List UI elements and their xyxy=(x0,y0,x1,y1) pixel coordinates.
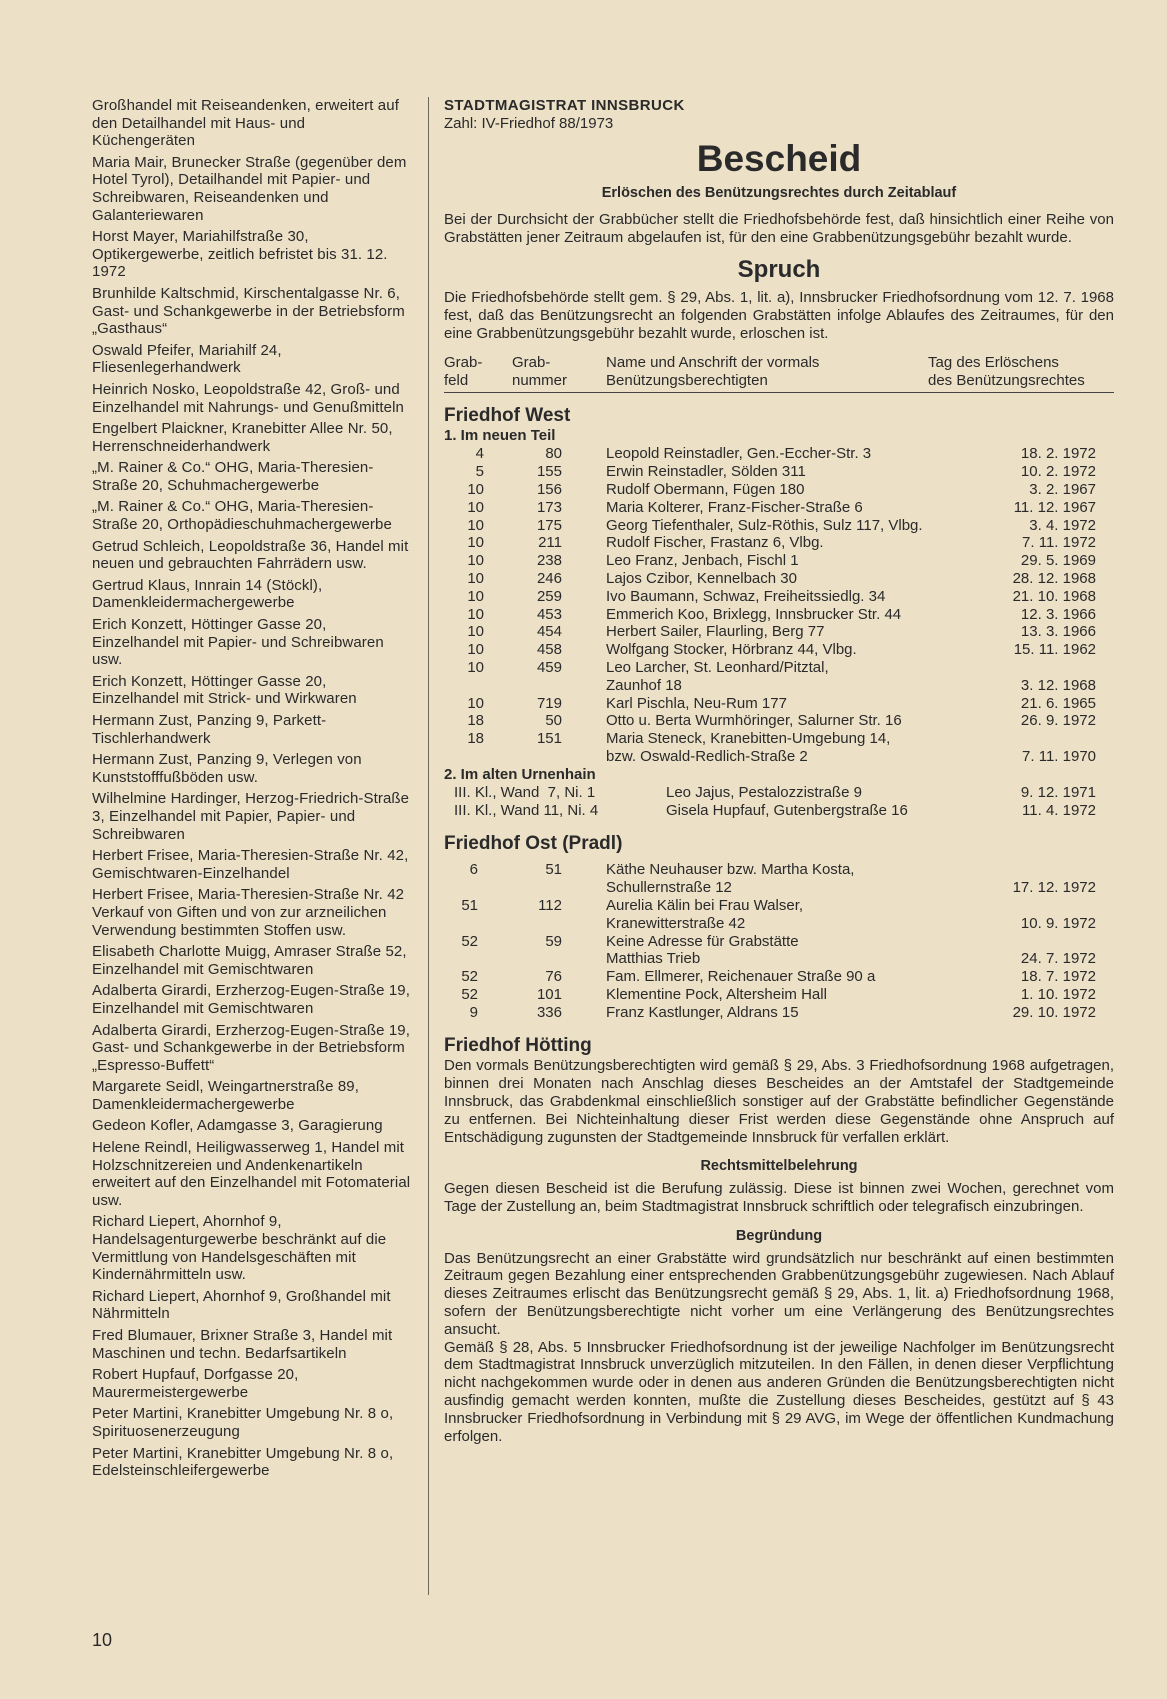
spacer xyxy=(562,463,606,481)
west-part1-title: 1. Im neuen Teil xyxy=(444,427,556,445)
begruendung-heading: Begründung xyxy=(735,1227,823,1244)
grave-number: 454 xyxy=(536,623,562,641)
expiry-date: 18. 2. 1972 xyxy=(1020,445,1096,463)
holder-name: Emmerich Koo, Brixlegg, Innsbrucker Str. 44 xyxy=(606,605,902,623)
urn-place: III. Kl., Wand 11, Ni. 4 xyxy=(454,801,599,819)
holder-name: Maria Kolterer, Franz-Fischer-Straße 6 xyxy=(606,498,863,516)
urn-place: III. Kl., Wand 7, Ni. 1 xyxy=(454,783,596,801)
expiry-date: 10. 9. 1972 xyxy=(1020,914,1096,932)
license-entry: Richard Liepert, Ahornhof 9, Handelsagenturgewerbe beschränkt auf die Vermittlung von Handelsgeschäften mit Kindernährmitteln usw. xyxy=(92,1213,387,1284)
grave-number: 155 xyxy=(536,463,562,481)
grave-number: 173 xyxy=(536,498,562,516)
urn-row xyxy=(444,802,1114,820)
holder-name: Leo Larcher, St. Leonhard/Pitztal, Zaunhof 18 xyxy=(606,658,829,694)
grave-number: 80 xyxy=(545,445,562,463)
grave-field: 10 xyxy=(467,658,484,676)
spacer xyxy=(562,499,606,517)
begruendung-paragraph-2: Gemäß § 28, Abs. 5 Innsbrucker Friedhofsordnung ist der jeweilige Nachfolger im Benützungsrecht dem Stadtmagistrat Innsbruck unverzüglich mitzuteilen. In den Fällen, in denen dieser Verpflichtung nicht nachgekommen wurde oder in denen aus anderen Gründen die Benützungsberechtigten nicht ausfindig gemacht werden konnten, mußte die Zustellung dieses Bescheides, gestützt auf § 43 Innsbrucker Friedhofsordnung in Verbindung mit § 29 AVG, im Wege der öffentlichen Kundmachung erfolgen. xyxy=(444,1338,1114,1445)
spruch-paragraph: Die Friedhofsbehörde stellt gem. § 29, Abs. 1, lit. a), Innsbrucker Friedhofsordnung vom 12. 7. 1968 fest, daß das Benützungsrecht an folgenden Grabstätten infolge Ablaufes des Zeitraumes, für den eine Grabbenützungsgebühr bezahlt wurde, erloschen ist. xyxy=(444,288,1114,342)
expiry-date: 29. 5. 1969 xyxy=(1020,552,1096,570)
grave-field: 18 xyxy=(467,712,484,730)
grave-number: 719 xyxy=(536,694,562,712)
spacer xyxy=(562,552,606,570)
holder-name: Lajos Czibor, Kennelbach 30 xyxy=(606,569,797,587)
expiry-date: 12. 3. 1966 xyxy=(1020,605,1096,623)
spacer xyxy=(562,606,606,624)
spacer xyxy=(562,641,606,659)
holder-name: Franz Kastlunger, Aldrans 15 xyxy=(606,1003,799,1021)
spacer xyxy=(562,730,606,766)
holder-name: Karl Pischla, Neu-Rum 177 xyxy=(606,694,787,712)
grave-number: 59 xyxy=(545,932,562,950)
grave-field: 10 xyxy=(467,516,484,534)
hoetting-paragraph: Den vormals Benützungsberechtigten wird gemäß § 29, Abs. 3 Friedhofsordnung 1968 aufgetragen, binnen drei Monaten nach Anschlag dieses Bescheides an der Amtstafel der Stadtgemeinde Innsbruck, das Grabdenkmal einschließlich sonstiger auf der Grabstätte befindlicher Gegenstände zu entfernen. Bei Nichteinhaltung dieser Frist werden diese Gegenstände ohne Anspruch auf Entschädigung zugunsten der Stadtgemeinde Innsbruck für verfallen erklärt. xyxy=(444,1057,1114,1146)
spacer xyxy=(562,897,606,933)
spacer xyxy=(562,861,606,897)
spacer xyxy=(562,695,606,713)
grave-number: 211 xyxy=(538,534,562,552)
license-entry: Robert Hupfauf, Dorfgasse 20, Maurermeistergewerbe xyxy=(92,1366,299,1401)
rechtsmittel-paragraph: Gegen diesen Bescheid ist die Berufung zulässig. Diese ist binnen zwei Wochen, gerechnet vom Tage der Zustellung an, beim Stadtmagistrat Innsbruck schriftlich oder telegrafisch einzubringen. xyxy=(444,1180,1114,1216)
expiry-date: 26. 9. 1972 xyxy=(1020,712,1096,730)
grave-field: 10 xyxy=(467,552,484,570)
license-entry: Peter Martini, Kranebitter Umgebung Nr. 8 o, Spirituosenerzeugung xyxy=(92,1405,394,1440)
expiry-date: 13. 3. 1966 xyxy=(1020,623,1096,641)
spacer xyxy=(444,802,454,820)
license-entry: „M. Rainer & Co.“ OHG, Maria-Theresien-Straße 20, Schuhmachergewerbe xyxy=(92,459,374,494)
grave-number: 112 xyxy=(538,896,562,914)
page-number: 10 xyxy=(92,1630,113,1650)
expiry-date: 17. 12. 1972 xyxy=(1012,879,1096,897)
holder-name: Ivo Baumann, Schwaz, Freiheitssiedlg. 34 xyxy=(606,587,886,605)
grave-number: 453 xyxy=(536,605,562,623)
ost-rows xyxy=(444,861,1114,1021)
license-entry: Oswald Pfeifer, Mariahilf 24, Fliesenlegerhandwerk xyxy=(92,341,282,377)
grave-field: 51 xyxy=(461,896,478,914)
grave-field: 5 xyxy=(475,463,484,481)
grave-row xyxy=(444,445,1114,463)
grave-field: 10 xyxy=(467,694,484,712)
grave-row xyxy=(444,861,1114,897)
license-entry: Getrud Schleich, Leopoldstraße 36, Handel mit neuen und gebrauchten Fahrrädern usw. xyxy=(92,537,409,573)
header-grabnummer: Grab- nummer xyxy=(512,354,568,390)
spacer xyxy=(444,784,454,802)
holder-name: Aurelia Kälin bei Frau Walser, Kranewitterstraße 42 xyxy=(606,896,804,932)
license-entry: Wilhelmine Hardinger, Herzog-Friedrich-Straße 3, Einzelhandel mit Papier, Papier- und Schreibwaren xyxy=(92,790,410,843)
west-part2-title: 2. Im alten Urnenhain xyxy=(444,765,596,783)
grave-row xyxy=(444,499,1114,517)
holder-name: Herbert Sailer, Flaurling, Berg 77 xyxy=(606,623,825,641)
grave-field: 9 xyxy=(469,1003,478,1021)
grave-row xyxy=(444,623,1114,641)
holder-name: Leopold Reinstadler, Gen.-Eccher-Str. 3 xyxy=(606,445,872,463)
header-date: Tag des Erlöschens des Benützungsrechtes xyxy=(928,354,1085,390)
expiry-date: 18. 7. 1972 xyxy=(1020,968,1096,986)
grave-number: 458 xyxy=(536,641,562,659)
grave-row xyxy=(444,641,1114,659)
grave-field: 52 xyxy=(461,932,478,950)
expiry-date: 21. 6. 1965 xyxy=(1020,694,1096,712)
grave-row xyxy=(444,730,1114,766)
license-entry: Adalberta Girardi, Erzherzog-Eugen-Straße 19, Einzelhandel mit Gemischtwaren xyxy=(92,982,410,1017)
license-entry: Gertrud Klaus, Innrain 14 (Stöckl), Damenkleidermachergewerbe xyxy=(92,576,323,612)
license-entry: Helene Reindl, Heiligwasserweg 1, Handel mit Holzschnitzereien und Andenkenartikeln erweitert auf den Einzelhandel mit Fotomaterial usw. xyxy=(92,1139,411,1209)
grave-field: 10 xyxy=(467,587,484,605)
spacer xyxy=(562,933,606,969)
column-divider xyxy=(428,97,429,1595)
spacer xyxy=(562,712,606,730)
license-entry: Engelbert Plaickner, Kranebitter Allee Nr. 50, Herrenschneiderhandwerk xyxy=(92,420,393,455)
license-entry: Erich Konzett, Höttinger Gasse 20, Einzelhandel mit Papier- und Schreibwaren usw. xyxy=(92,616,384,669)
holder-name: Otto u. Berta Wurmhöringer, Salurner Str. 16 xyxy=(606,712,902,730)
expiry-date: 3. 4. 1972 xyxy=(1029,516,1096,534)
expiry-date: 21. 10. 1968 xyxy=(1012,587,1096,605)
grave-field: 10 xyxy=(467,641,484,659)
grave-row xyxy=(444,659,1114,695)
decree-column xyxy=(444,97,1114,1445)
expiry-date: 11. 12. 1967 xyxy=(1013,498,1096,516)
license-entry: Großhandel mit Reiseandenken, erweitert auf den Detailhandel mit Haus- und Küchengeräten xyxy=(92,97,399,150)
license-entry: Brunhilde Kaltschmid, Kirschentalgasse Nr. 6, Gast- und Schankgewerbe in der Betriebsform „Gasthaus“ xyxy=(92,284,405,338)
license-entry: Erich Konzett, Höttinger Gasse 20, Einzelhandel mit Strick- und Wirkwaren xyxy=(92,672,357,708)
holder-name: Rudolf Obermann, Fügen 180 xyxy=(606,480,805,498)
license-entry: Horst Mayer, Mariahilfstraße 30, Optikergewerbe, zeitlich befristet bis 31. 12. 1972 xyxy=(92,228,388,281)
section-hoetting-title: Friedhof Hötting xyxy=(444,1035,592,1057)
authority-name: STADTMAGISTRAT INNSBRUCK xyxy=(444,97,685,114)
section-west-title: Friedhof West xyxy=(444,405,571,427)
license-entry: Peter Martini, Kranebitter Umgebung Nr. 8 o, Edelsteinschleifergewerbe xyxy=(92,1444,394,1480)
spacer xyxy=(562,659,606,695)
spacer xyxy=(562,968,606,986)
grave-table-header xyxy=(444,354,1114,393)
spacer xyxy=(562,1004,606,1022)
expiry-date: 28. 12. 1968 xyxy=(1012,569,1096,587)
expiry-date: 3. 12. 1968 xyxy=(1020,676,1096,694)
expiry-date: 10. 2. 1972 xyxy=(1020,463,1096,481)
grave-field: 6 xyxy=(469,861,478,879)
holder-name: Klementine Pock, Altersheim Hall xyxy=(606,985,827,1003)
grave-field: 10 xyxy=(467,498,484,516)
expiry-date: 15. 11. 1962 xyxy=(1013,641,1096,659)
urn-row xyxy=(444,784,1114,802)
grave-number: 238 xyxy=(536,552,562,570)
license-entry: Margarete Seidl, Weingartnerstraße 89, Damenkleidermachergewerbe xyxy=(92,1078,359,1113)
spacer xyxy=(562,445,606,463)
holder-name: Leo Franz, Jenbach, Fischl 1 xyxy=(606,552,799,570)
header-name: Name und Anschrift der vormals Benützungsberechtigten xyxy=(606,354,820,390)
license-entry: Hermann Zust, Panzing 9, Parkett-Tischlerhandwerk xyxy=(92,712,327,747)
holder-name: Erwin Reinstadler, Sölden 311 xyxy=(606,463,806,481)
license-entry: Adalberta Girardi, Erzherzog-Eugen-Straße 19, Gast- und Schankgewerbe in der Betriebsform „Espresso-Buffett“ xyxy=(92,1021,410,1074)
expiry-date: 29. 10. 1972 xyxy=(1012,1003,1096,1021)
decree-subtitle: Erlöschen des Benützungsrechtes durch Zeitablauf xyxy=(601,184,957,201)
grave-field: 18 xyxy=(467,730,484,748)
license-entry: Herbert Frisee, Maria-Theresien-Straße Nr. 42, Gemischtwaren-Einzelhandel xyxy=(92,847,409,882)
spacer xyxy=(562,588,606,606)
grave-number: 51 xyxy=(545,861,562,879)
holder-name: Rudolf Fischer, Frastanz 6, Vlbg. xyxy=(606,534,824,552)
business-license-list xyxy=(92,97,412,1484)
grave-row xyxy=(444,897,1114,933)
grave-row xyxy=(444,534,1114,552)
grave-number: 246 xyxy=(536,569,562,587)
grave-row xyxy=(444,606,1114,624)
grave-row xyxy=(444,552,1114,570)
grave-number: 459 xyxy=(536,658,562,676)
expiry-date: 9. 12. 1971 xyxy=(1020,783,1096,801)
grave-row xyxy=(444,712,1114,730)
holder-name: Fam. Ellmerer, Reichenauer Straße 90 a xyxy=(606,968,876,986)
holder-name: Maria Steneck, Kranebitten-Umgebung 14, bzw. Oswald-Redlich-Straße 2 xyxy=(606,730,891,765)
expiry-date: 11. 4. 1972 xyxy=(1022,801,1096,819)
grave-row xyxy=(444,695,1114,713)
grave-number: 259 xyxy=(536,587,562,605)
urn-rows xyxy=(444,784,1114,820)
expiry-date: 7. 11. 1972 xyxy=(1022,534,1096,552)
grave-field: 10 xyxy=(467,605,484,623)
holder-name: Keine Adresse für Grabstätte Matthias Trieb xyxy=(606,932,799,968)
expiry-date: 1. 10. 1972 xyxy=(1020,985,1096,1003)
spacer xyxy=(562,534,606,552)
grave-number: 336 xyxy=(536,1003,562,1021)
grave-row xyxy=(444,968,1114,986)
expiry-date: 3. 2. 1967 xyxy=(1029,480,1096,498)
grave-number: 156 xyxy=(536,480,562,498)
intro-paragraph: Bei der Durchsicht der Grabbücher stellt die Friedhofsbehörde fest, daß hinsichtlich einer Reihe von Grabstätten jener Zeitraum abgelaufen ist, für den eine Grabbenützungsgebühr bezahlt wurde. xyxy=(444,211,1114,247)
license-entry: Richard Liepert, Ahornhof 9, Großhandel mit Nährmitteln xyxy=(92,1287,391,1323)
holder-name: Leo Jajus, Pestalozzistraße 9 xyxy=(666,783,862,801)
license-entry: Herbert Frisee, Maria-Theresien-Straße Nr. 42 Verkauf von Giften und von zur arzneilichen Verwendung bestimmten Stoffen usw. xyxy=(92,886,405,939)
grave-row xyxy=(444,463,1114,481)
holder-name: Wolfgang Stocker, Hörbranz 44, Vlbg. xyxy=(606,641,857,659)
license-entry: Hermann Zust, Panzing 9, Verlegen von Kunststofffußböden usw. xyxy=(92,751,362,786)
grave-number: 50 xyxy=(545,712,562,730)
rechtsmittel-heading: Rechtsmittelbelehrung xyxy=(700,1158,858,1175)
grave-number: 175 xyxy=(536,516,562,534)
expiry-date: 7. 11. 1970 xyxy=(1022,747,1096,765)
license-entry: Elisabeth Charlotte Muigg, Amraser Straße 52, Einzelhandel mit Gemischtwaren xyxy=(92,943,407,978)
grave-row xyxy=(444,1004,1114,1022)
license-entry: Maria Mair, Brunecker Straße (gegenüber dem Hotel Tyrol), Detailhandel mit Papier- und Schreibwaren, Reiseandenken und Galanteriewaren xyxy=(92,153,407,224)
begruendung-paragraph-1: Das Benützungsrecht an einer Grabstätte wird grundsätzlich nur beschränkt auf einen bestimmten Zeitraum gegen Bezahlung einer entsprechenden Grabbenützungsgebühr zugewiesen. Nach Ablauf dieses Zeitraumes erlischt das Benützungsrecht gemäß § 29, Abs. 1, lit. a) Friedhofsordnung 1968, sofern der Benützungsberechtigte nicht vorher um eine Verlängerung des Benützungsrechtes ansucht. xyxy=(444,1249,1114,1338)
grave-row xyxy=(444,570,1114,588)
license-entry: „M. Rainer & Co.“ OHG, Maria-Theresien-Straße 20, Orthopädieschuhmachergewerbe xyxy=(92,498,392,534)
spruch-heading: Spruch xyxy=(737,255,821,283)
spacer xyxy=(562,986,606,1004)
grave-row xyxy=(444,986,1114,1004)
grave-field: 10 xyxy=(467,623,484,641)
grave-field: 52 xyxy=(461,968,478,986)
spacer xyxy=(562,481,606,499)
grave-row xyxy=(444,588,1114,606)
grave-number: 151 xyxy=(536,730,562,748)
grave-row xyxy=(444,481,1114,499)
grave-row xyxy=(444,517,1114,535)
grave-field: 52 xyxy=(461,985,478,1003)
license-entry: Heinrich Nosko, Leopoldstraße 42, Groß- und Einzelhandel mit Nahrungs- und Genußmitteln xyxy=(92,380,404,416)
license-entry: Gedeon Kofler, Adamgasse 3, Garagierung xyxy=(92,1117,383,1135)
grave-field: 10 xyxy=(467,569,484,587)
holder-name: Georg Tiefenthaler, Sulz-Röthis, Sulz 117, Vlbg. xyxy=(606,516,923,534)
west-rows xyxy=(444,445,1114,765)
license-entry: Fred Blumauer, Brixner Straße 3, Handel mit Maschinen und techn. Bedarfsartikeln xyxy=(92,1327,393,1362)
expiry-date: 24. 7. 1972 xyxy=(1020,950,1096,968)
grave-field: 4 xyxy=(475,445,484,463)
decree-title: Bescheid xyxy=(696,137,862,179)
grave-field: 10 xyxy=(467,480,484,498)
spacer xyxy=(562,517,606,535)
grave-row xyxy=(444,933,1114,969)
holder-name: Käthe Neuhauser bzw. Martha Kosta, Schullernstraße 12 xyxy=(606,861,855,897)
reference-number: Zahl: IV-Friedhof 88/1973 xyxy=(444,114,614,132)
grave-field: 10 xyxy=(467,534,484,552)
section-ost-title: Friedhof Ost (Pradl) xyxy=(444,833,623,855)
grave-number: 76 xyxy=(545,968,562,986)
holder-name: Gisela Hupfauf, Gutenbergstraße 16 xyxy=(666,801,908,819)
grave-number: 101 xyxy=(536,985,562,1003)
spacer xyxy=(562,623,606,641)
spacer xyxy=(562,570,606,588)
header-grabfeld: Grab- feld xyxy=(444,354,483,390)
